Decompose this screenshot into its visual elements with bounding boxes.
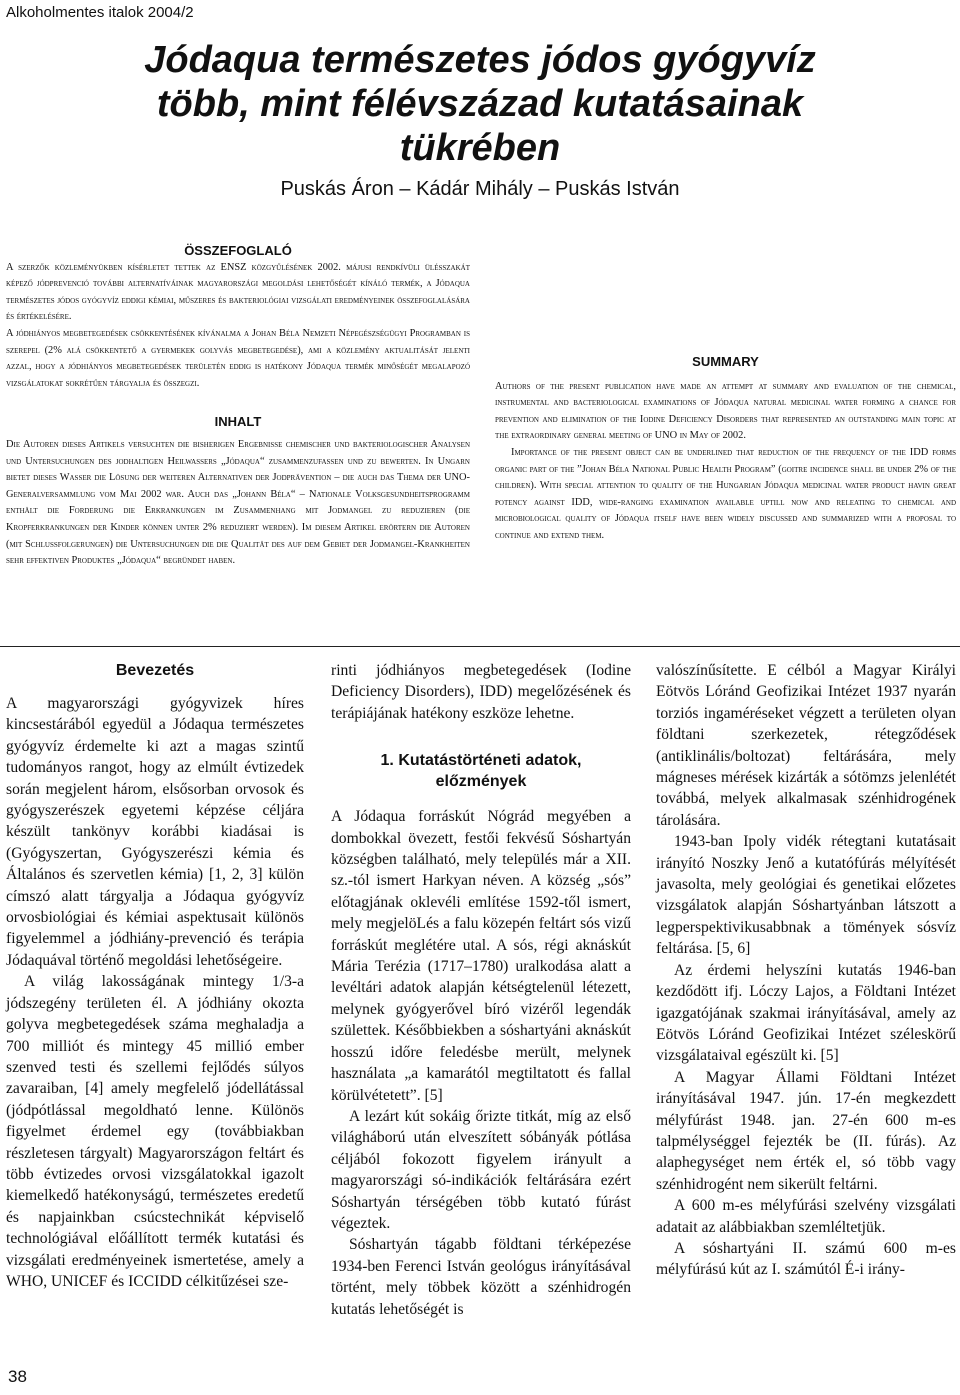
abstract-en-paragraph-1: Authors of the present publication have made an attempt at summary and evaluation of the chemical, instrumental and bacteriological examinations of Jódaqua natural medicinal water forming a chance for prevention and elimination of the Iodine Deficiency Disorders that represented an outstanding main topic at the extraordinary general meeting of UNO in May of 2002.: [495, 380, 956, 442]
intro-paragraph-1: A magyarországi gyógyvizek híres kincsestárából egyedül a Jódaqua természetes gyógyvíz érdemelte ki azt a magas szintű tudományos rangot, hogy az elmúlt évtizedek során megjelent három, elsősorban orvosok és gyógyszerészek egyetemi képzése céljára készült tankönyv korábbi kiadásai is (Gyógyszertan, Gyógyszerészi kémia és Általános és szervetlen kémia) [1, 2, 3] külön címszó alatt tárgyalja a Jódaqua gyógyvíz orvosbiológiai és kémiai aspektusait különös figyelemmel a jódhiány-prevenció és terápia Jódaquával történő megoldási lehetőségeire.: [6, 695, 304, 969]
abstract-de-paragraph: Die Autoren dieses Artikels versuchten die bisherigen Ergebnisse chemischer und bakteriologischer Analysen und Untersuchungen des jodhaltigen Heilwassers „Jódaqua“ zusammenzufassen und zu bewerten. In Ungarn bietet dieses Wasser die Lösung der weiteren Alternativen der Jodprävention – die auch das Thema der UNO-Generalversammlung vom Mai 2002 war. Auch das „Johann Béla“ – Nationale Volksgesundheitsprogramm enthält die Forderung die Erkrankungen im Zusammenhang mit Jodmangel zu reduzieren (die Kropferkrankungen der Kinder können unter 2% reduziert werden). Im diesem Artikel erörtern die Autoren (mit Schlussfolgerungen) die Untersuchungen die die Qualität des auf dem Gebiet der Jodmangel-Krankheiten sehr effektiven Produktes „Jódaqua“ begründet haben.: [6, 438, 470, 567]
abstract-right-column: [495, 248, 956, 545]
intro-paragraph-2: A világ lakosságának mintegy 1/3-a jódszegény területen él. A jódhiány okozta golyva megbetegedések száma meghaladja a 700 milliót és mintegy 45 millió ember szenved testi és szellemi fejlődés súlyos zavaraiban, [4] amely megfelelő jódellátással (jódpótlással megoldható lenne. Különös figyelmet érdemel egy (továbbiakban részletesen tárgyalt) Magyarországon feltárt és több évtizedes orvosi vizsgálatokkal igazolt kiemelkedő hatékonyságú, természetes eredetű és napjainkban csúcstechnikát képviselő technológiával előállított termék kutatási és vizsgálati eredményeinek ismertetése, amely a WHO, UNICEF és ICCIDD célkitűzései sze-: [6, 973, 304, 1290]
title-line-2: több, mint félévszázad kutatásainak: [156, 83, 804, 125]
title-line-3: tükrében: [399, 127, 561, 169]
journal-header: Alkoholmentes italok 2004/2: [6, 4, 194, 21]
column-3-paragraph-2: Az érdemi helyszíni kutatás 1946-ban kezdődött ifj. Lóczy Lajos, a Földtani Intézet igazgatójának szakmai irányításával, amely az Eötvös Lóránd Geofizikai Intézet széleskörű vizsgálataival egészült ki. [5]: [656, 961, 956, 1065]
column-3-paragraph-4: A 600 m-es mélyfúrási szelvény vizsgálati adatait az alábbiakban szemléltetjük.: [656, 1197, 956, 1236]
column-2-continuation: rinti jódhiányos megbetegedések (Iodine Deficiency Disorders), IDD) megelőzésének és terápiájának hatékony eszköze lehetne.: [331, 662, 631, 722]
section-1-paragraph-1: A Jódaqua forráskút Nógrád megyében a dombokkal övezett, festői fekvésű Sóshartyán községben található, mely település már a XII. sz.-tól ismert Harkyan néven. A község „sós” előtagjának oklevéli említése 1592-től ismert, mely megjelöLés a falu közepén feltárt sós vizű forráskút meglétére utal. A sós, régi aknáskút Mária Terézia (1717–1780) uralkodása alatt a levéltári adatok alapján kétségtelenül létezett, melynek gyógyerővel bíró vizéről legendák születtek. Későbbiekben a sóshartyáni aknáskút hosszú időre feledésbe merült, melynek használata „a kamarától megtiltatott és fallal körülvétetett”. [5]: [331, 808, 631, 1104]
authors: Puskás Áron – Kádár Mihály – Puskás István: [280, 178, 680, 200]
column-3-continuation: valószínűsítette. E célból a Magyar Királyi Eötvös Lóránd Geofizikai Intézet 1937 nyarán torziós ingaméréseket végzett a területen olyan földtani szerkezetek, rétegződések (antiklinális/boltozat) feltárására, mely mágneses mérések kizárták a sótömzs jelenlétét továbbá, melyek alkalmasak szénhidrogének tárolására.: [656, 662, 956, 829]
section-1-paragraph-3: Sóshartyán tágabb földtani térképezése 1934-ben Ferenci István geológus irányításával történt, mely többek között a szénhidrogén kutatás lehetőségét is: [331, 1236, 631, 1318]
section-1-heading: [331, 750, 631, 792]
section-1-paragraph-2: A lezárt kút sokáig őrizte titkát, míg az első világháború után elveszített sóbányák pótlása céljából fokozott figyelem irányult a magyarországi só-indikációk feltárására ezért Sóshartyán térségében több kutató fúrást végeztek.: [331, 1107, 631, 1232]
abstract-de-heading: INHALT: [214, 414, 262, 430]
body-column-2: [331, 660, 631, 1320]
abstract-en-paragraph-2: Importance of the present object can be underlined that reduction of the frequency of the IDD forms organic part of the ”Johan Béla National Public Health Program” (goitre incidence shall be under 2% of the children). With special attention to quality of the Hungarian Jódaqua medicinal water product havin great potency against IDD, wide-ranging examination available uptill now and releating to chemical and microbiological quality of Jódaqua itself have been widely discussed and summarized with a proposal to continue and extend them.: [495, 446, 956, 541]
section-1-heading-line-2: előzmények: [435, 773, 527, 791]
column-3-paragraph-3: A Magyar Állami Földtani Intézet irányításával 1947. jún. 17-én megkezdett mélyfúrást 1948. jan. 27-én 600 m-es talpmélységgel fejezték be (II. fúrás). Az alaphegységet nem érték el, só több vagy szénhidrogént nem sikerült feltárni.: [656, 1068, 956, 1193]
column-3-paragraph-1: 1943-ban Ipoly vidék rétegtani kutatásait irányító Noszky Jenő a kutatófúrás mélyítését javasolta, mely geológiai és genetikai előzetes vizsgálatok alapján Sóshartyánban látszott a legperspektivikusabbnak a tömények sósvíz feltárása. [5, 6]: [656, 833, 956, 958]
section-divider: [0, 646, 960, 647]
abstract-en-heading: SUMMARY: [692, 354, 759, 369]
abstract-hu-heading: ÖSSZEFOGLALÓ: [184, 243, 292, 258]
abstract-hu-paragraph-1: A szerzők közleményükben kísérletet tettek az ENSZ közgyűlésének 2002. májusi rendkívüli ülésszakát képező jódprevenció további alternatíváinak magyarországi megoldási lehetőségét kínáló termék, a Jódaqua természetes jódos gyógyvíz eddigi kémiai, műszeres és bakteriológiai vizsgálati eredményeinek összefoglalására és értékelésére.: [6, 261, 470, 323]
column-3-paragraph-5: A sóshartyáni II. számú 600 m-es mélyfúrású kút az I. számútól É-i irány-: [656, 1239, 956, 1279]
body-column-3: [656, 660, 956, 1281]
title-line-1: Jódaqua természetes jódos gyógyvíz: [144, 39, 816, 81]
abstract-hu-paragraph-2: A jódhiányos megbetegedések csökkentésének kívánalma a Johan Béla Nemzeti Népegészségügyi Programban is szerepel (2% alá csökkentető a gyermekek golyvás megbetegedése), ami a közlemény aktualitását jelenti azzal, hogy a jódhiányos megbetegedések területén eddig is hatékony Jódaqua termék minőségét megalapozó vizsgálatokat sokrétűen tárgyalja és összegzi.: [6, 327, 470, 389]
article-title: [40, 38, 920, 170]
abstract-left-column: [6, 243, 470, 570]
intro-heading: Bevezetés: [115, 662, 195, 679]
section-1-heading-line-1: 1. Kutatástörténeti adatok,: [380, 752, 582, 770]
body-column-1: [6, 660, 304, 1292]
page-number: 38: [8, 1367, 27, 1386]
